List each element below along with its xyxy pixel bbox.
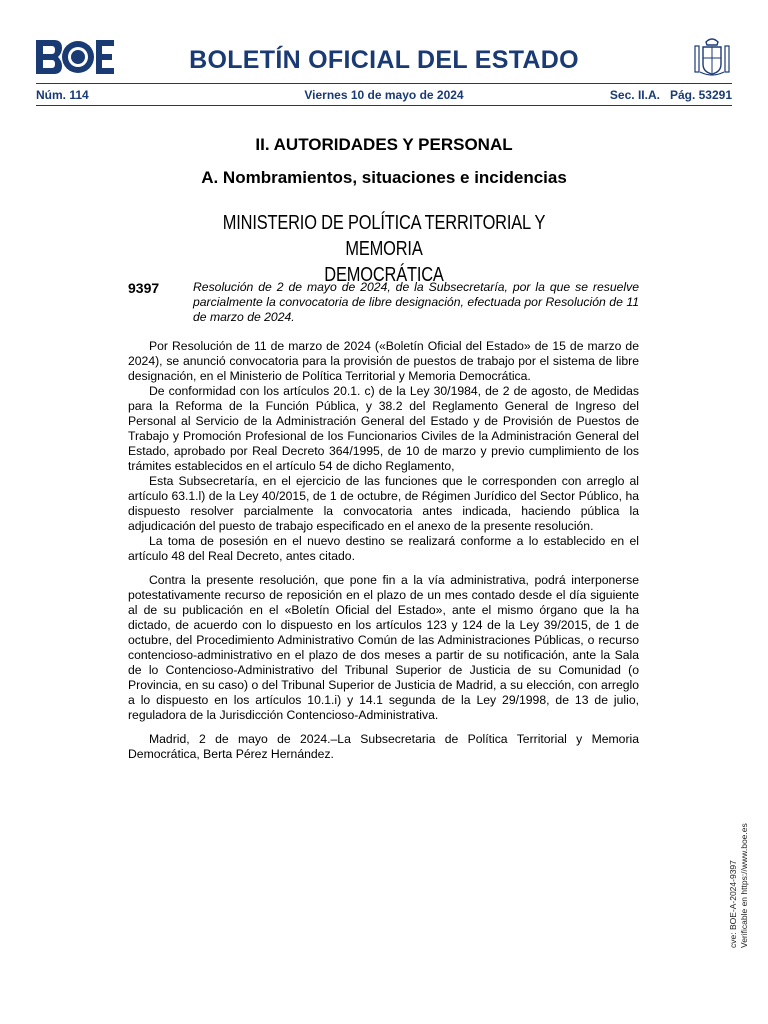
meta-rule xyxy=(36,105,732,106)
section-page: Sec. II.A. Pág. 53291 xyxy=(609,88,732,102)
signature-paragraph: Madrid, 2 de mayo de 2024.–La Subsecretaria de Política Territorial y Memoria Democrática, Berta Pérez Hernández. xyxy=(128,732,639,761)
verification-link[interactable]: Verificable en https://www.boe.es xyxy=(739,823,749,948)
paragraph: De conformidad con los artículos 20.1. c) de la Ley 30/1984, de 2 de agosto, de Medidas para la Reforma de la Función Pública, y 38.2 del Reglamento General de Ingreso del Personal al Servicio de la Administración General del Estado y de Provisión de Puestos de Trabajo y Promoción Profesional de los Funcionarios Civiles de la Administración General del Estado, aprobado por Real Decreto 364/1995, de 10 de marzo y previo cumplimiento de los trámites establecidos en el artículo 54 de dicho Reglamento, xyxy=(128,384,639,473)
page-title: BOLETÍN OFICIAL DEL ESTADO xyxy=(189,46,579,74)
paragraph: Esta Subsecretaría, en el ejercicio de las funciones que le corresponden con arreglo al artículo 63.1.l) de la Ley 40/2015, de 1 de octubre, de Régimen Jurídico del Sector Público, ha dispuesto resolver parcialmente la convocatoria antes indicada, haciendo pública la adjudicación del puesto de trabajo especificado en el anexo de la presente resolución. xyxy=(128,474,639,533)
header-rule xyxy=(36,83,732,84)
section-title: II. AUTORIDADES Y PERSONAL xyxy=(255,135,513,154)
ministry-heading xyxy=(192,210,576,288)
page-header xyxy=(36,38,732,86)
paragraph: La toma de posesión en el nuevo destino se realizará conforme a lo establecido en el artículo 48 del Real Decreto, antes citado. xyxy=(128,534,639,563)
issue-number: Núm. 114 xyxy=(36,88,89,102)
section-subtitle: A. Nombramientos, situaciones e incidencias xyxy=(201,168,567,187)
issue-date: Viernes 10 de mayo de 2024 xyxy=(304,88,464,102)
paragraph: Por Resolución de 11 de marzo de 2024 («Boletín Oficial del Estado» de 15 de marzo de 2024), se anunció convocatoria para la provisión de puestos de trabajo por el sistema de libre designación, en el Ministerio de Política Territorial y Memoria Democrática. xyxy=(128,339,639,383)
ministry-line-1: MINISTERIO DE POLÍTICA TERRITORIAL Y MEMORIA xyxy=(222,212,546,260)
coat-of-arms-icon xyxy=(692,36,732,80)
ministry-line-2: DEMOCRÁTICA xyxy=(324,264,444,286)
cve-code: cve: BOE-A-2024-9397 xyxy=(728,860,738,948)
resolution-title: Resolución de 2 de mayo de 2024, de la Subsecretaría, por la que se resuelve parcialmente la convocatoria de libre designación, efectuada por Resolución de 11 de marzo de 2024. xyxy=(193,280,639,324)
document-body xyxy=(128,339,639,762)
paragraph: Contra la presente resolución, que pone fin a la vía administrativa, podrá interponerse potestativamente recurso de reposición en el plazo de un mes contado desde el día siguiente al de su publicación en el «Boletín Oficial del Estado», ante el mismo órgano que la ha dictado, de acuerdo con lo dispuesto en los artículos 123 y 124 de la Ley 39/2015, de 1 de octubre, del Procedimiento Administrativo Común de las Administraciones Públicas, o recurso contencioso-administrativo en el plazo de dos meses a partir de su notificación, ante la Sala de lo Contencioso-Administrativo del Tribunal Superior de Justicia de su Comunidad (o Provincia, en su caso) o del Tribunal Superior de Justicia de Madrid, a su elección, con arreglo a lo dispuesto en los artículos 10.1.i) y 14.1 segunda de la Ley 29/1998, de 13 de julio, reguladora de la Jurisdicción Contencioso-Administrativa. xyxy=(128,573,639,722)
resolution-number: 9397 xyxy=(128,280,160,296)
verification-footer xyxy=(728,823,750,948)
